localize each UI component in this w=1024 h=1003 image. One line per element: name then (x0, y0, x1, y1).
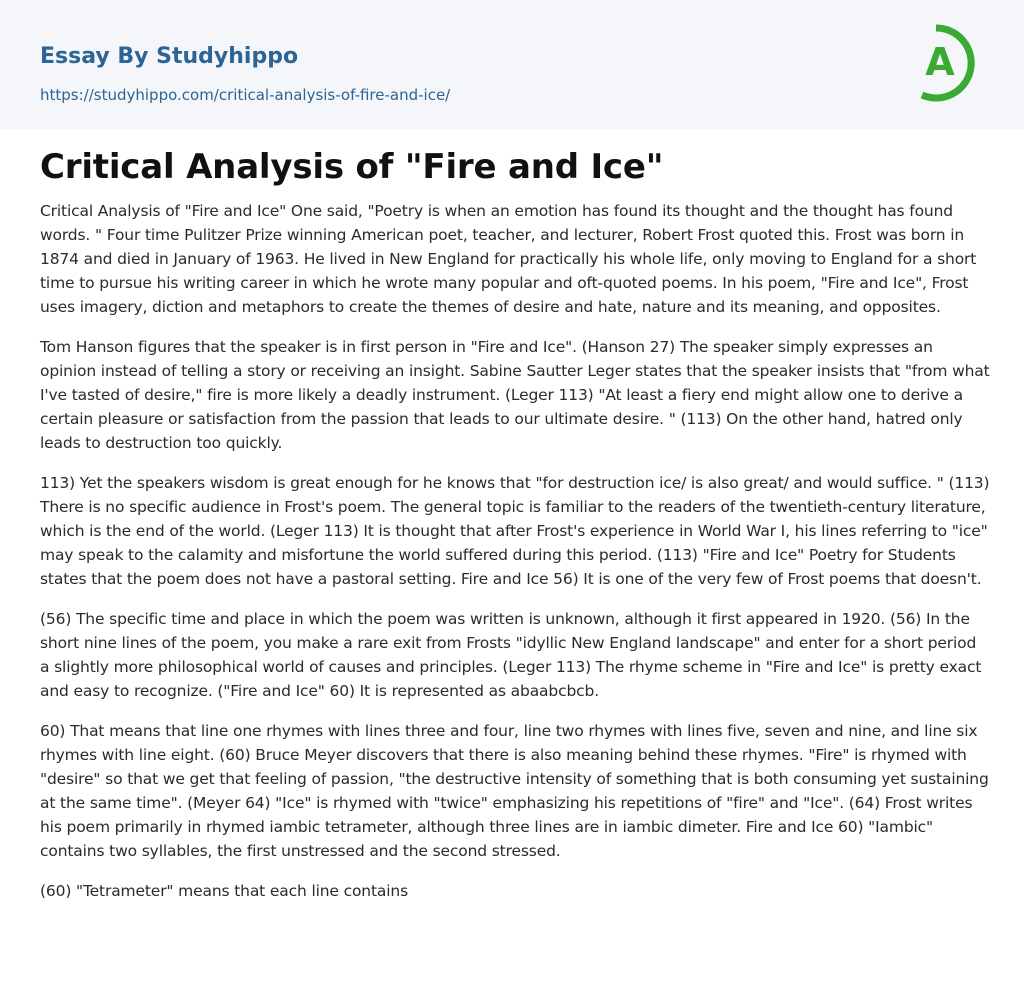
article-paragraph: (56) The specific time and place in which the poem was written is unknown, although it first appeared in 1920. (56) In the short nine lines of the poem, you make a rare exit from Frosts "idyllic New England landscape" and enter for a short period a slightly more philosophical world of causes and principles. (Leger 113) The rhyme scheme in "Fire and Ice" is pretty exact and easy to recognize. ("Fire and Ice" 60) It is represented as abaabcbcb. (40, 610, 982, 700)
article-title: Critical Analysis of "Fire and Ice" (40, 147, 664, 187)
logo-letter: A (925, 40, 955, 84)
article-paragraph: Critical Analysis of "Fire and Ice" One said, "Poetry is when an emotion has found its thought and the thought has found words. " Four time Pulitzer Prize winning American poet, teacher, and lecturer, Robert Frost quoted this. Frost was born in 1874 and died in January of 1963. He lived in New England for practically his whole life, only moving to England for a short time to pursue his writing career in which he wrote many popular and oft-quoted poems. In his poem, "Fire and Ice", Frost uses imagery, diction and metaphors to create the themes of desire and hate, nature and its meaning, and opposites. (40, 202, 977, 316)
studyhippo-logo-icon[interactable] (908, 18, 988, 106)
article-url-link[interactable]: https://studyhippo.com/critical-analysis-of-fire-and-ice/ (40, 86, 451, 104)
site-header (0, 0, 1024, 129)
article-body (40, 140, 990, 919)
article-paragraph: Tom Hanson figures that the speaker is in first person in "Fire and Ice". (Hanson 27) The speaker simply expresses an opinion instead of telling a story or receiving an insight. Sabine Sautter Leger states that the speaker insists that "from what I've tasted of desire," fire is more likely a deadly instrument. (Leger 113) "At least a fiery end might allow one to derive a certain pleasure or satisfaction from the passion that leads to our ultimate desire. " (113) On the other hand, hatred only leads to destruction too quickly. (40, 338, 990, 452)
article-paragraph: 60) That means that line one rhymes with lines three and four, line two rhymes with lines five, seven and nine, and line six rhymes with line eight. (60) Bruce Meyer discovers that there is also meaning behind these rhymes. "Fire" is rhymed with "desire" so that we get that feeling of passion, "the destructive intensity of something that is both consuming yet sustaining at the same time". (Meyer 64) "Ice" is rhymed with "twice" emphasizing his repetitions of "fire" and "Ice". (64) Frost writes his poem primarily in rhymed iambic tetrameter, although three lines are in iambic dimeter. Fire and Ice 60) "Iambic" contains two syllables, the first unstressed and the second stressed. (40, 722, 989, 860)
article-paragraph: (60) "Tetrameter" means that each line contains (40, 882, 409, 900)
article-paragraph: 113) Yet the speakers wisdom is great enough for he knows that "for destruction ice/ is also great/ and would suffice. " (113) There is no specific audience in Frost's poem. The general topic is familiar to the readers of the twentieth-century literature, which is the end of the world. (Leger 113) It is thought that after Frost's experience in World War I, his lines referring to "ice" may speak to the calamity and misfortune the world suffered during this period. (113) "Fire and Ice" Poetry for Students states that the poem does not have a pastoral setting. Fire and Ice 56) It is one of the very few of Frost poems that doesn't. (40, 474, 990, 588)
site-brand[interactable]: Essay By Studyhippo (40, 44, 299, 69)
